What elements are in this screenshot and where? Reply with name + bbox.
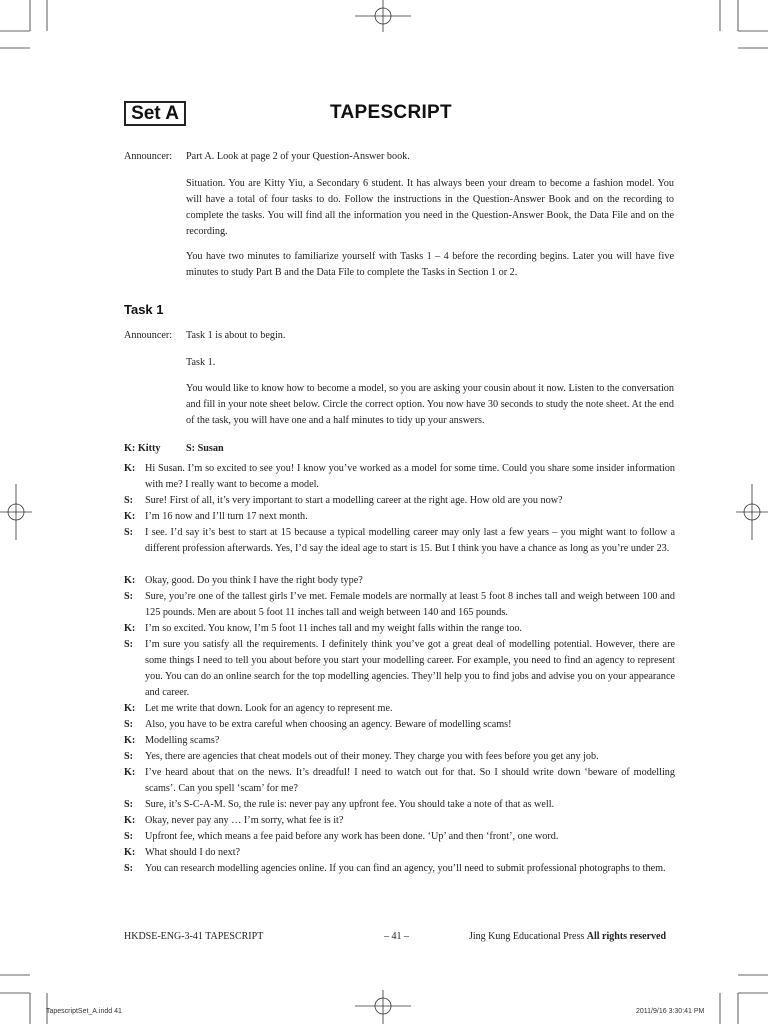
slug-filename: TapescriptSet_A.indd 41 (46, 1008, 122, 1015)
dialogue-speaker: K: (124, 703, 136, 714)
situation-paragraph: Situation. You are Kitty Yiu, a Secondary 6 student. It has always been your dream to become a fashion model. You will have a total of four tasks to do. Follow the instructions in the Question-Answer Book and on the recording to complete the tasks. You will find all the information you need in the Question-Answer Book, the Data File and on the recording. (186, 178, 674, 237)
task-number-line: Task 1. (186, 357, 216, 368)
publisher-name: Jing Kung Educational Press (469, 931, 585, 942)
dialogue-line: What should I do next? (145, 847, 241, 858)
dialogue-line: I’m sure you satisfy all the requirements. I definitely think you’ve got a great deal of modelling potential. However, there are some things I need to tell you about before you start your modelling career. For example, you need to find an agency to represent you. You can do an online search for the top modelling agencies. They’ll help you to find jobs and advise you on your appearance and career. (145, 639, 675, 698)
footer-code: HKDSE-ENG-3-41 TAPESCRIPT (124, 931, 264, 942)
dialogue-line: You can research modelling agencies online. If you can find an agency, you’ll need to submit professional photographs to them. (145, 863, 666, 874)
dialogue-speaker: S: (124, 863, 134, 874)
task-instructions: You would like to know how to become a model, so you are asking your cousin about it now. Listen to the conversation and fill in your note sheet below. Circle the correct option. You now have 30 seconds to study the note sheet. At the end of the task, you will have one and a half minutes to tidy up your answers. (186, 383, 674, 426)
rights-notice: All rights reserved (586, 931, 667, 942)
dialogue-speaker: S: (124, 799, 134, 810)
dialogue-speaker: S: (124, 751, 134, 762)
dialogue-speaker: S: (124, 831, 134, 842)
dialogue-line: Okay, never pay any … I’m sorry, what fee is it? (145, 815, 344, 826)
dialogue-speaker: S: (124, 495, 134, 506)
dialogue-speaker: K: (124, 847, 136, 858)
dialogue-speaker: S: (124, 719, 134, 730)
timing-paragraph: You have two minutes to familiarize yourself with Tasks 1 – 4 before the recording begins. Later you will have five minutes to study Part B and the Data File to complete the Tasks in Section 1 or 2. (186, 251, 674, 278)
dialogue-line: Okay, good. Do you think I have the right body type? (145, 575, 363, 586)
dialogue-speaker: K: (124, 767, 136, 778)
task-intro-line: Task 1 is about to begin. (186, 330, 286, 341)
dialogue-speaker: K: (124, 815, 136, 826)
intro-line: Part A. Look at page 2 of your Question-Answer book. (186, 151, 410, 162)
announcer-label: Announcer: (124, 330, 173, 341)
task-heading: Task 1 (124, 302, 164, 317)
dialogue-line: Upfront fee, which means a fee paid before any work has been done. ‘Up’ and then ‘front’, one word. (145, 831, 559, 842)
speaker-key-kitty: K: Kitty (124, 443, 161, 454)
dialogue-line: Let me write that down. Look for an agency to represent me. (145, 703, 393, 714)
dialogue-speaker: K: (124, 735, 136, 746)
dialogue-line: Sure! First of all, it’s very important to start a modelling career at the right age. How old are you now? (145, 495, 563, 506)
dialogue-line: Sure, you’re one of the tallest girls I’ve met. Female models are normally at least 5 foot 8 inches tall and weigh between 100 and 125 pounds. Men are about 5 foot 11 inches tall and weigh between 140 and 165 pounds. (145, 591, 675, 618)
dialogue-line: Yes, there are agencies that cheat models out of their money. They charge you with fees before you get any job. (145, 751, 599, 762)
dialogue-speaker: S: (124, 591, 134, 602)
set-label-box: Set A (124, 101, 186, 126)
dialogue-speaker: S: (124, 639, 134, 650)
announcer-label: Announcer: (124, 151, 173, 162)
dialogue-line: I’ve heard about that on the news. It’s dreadful! I need to watch out for that. So I should write down ‘beware of modelling scams’. Can you spell ‘scam’ for me? (145, 767, 675, 794)
dialogue-speaker: K: (124, 623, 136, 634)
slug-timestamp: 2011/9/16 3:30:41 PM (636, 1008, 705, 1015)
dialogue-line: Modelling scams? (145, 735, 220, 746)
speaker-key-susan: S: Susan (186, 443, 224, 454)
dialogue-speaker: K: (124, 463, 136, 474)
dialogue-line: Also, you have to be extra careful when choosing an agency. Beware of modelling scams! (145, 719, 512, 730)
dialogue-line: I see. I’d say it’s best to start at 15 because a typical modelling career may only last a few years – you might want to follow a different profession afterwards. Yes, I’d say the ideal age to start is 15. But I think you have a chance as long as you’re under 23. (145, 527, 675, 554)
page-title: TAPESCRIPT (330, 102, 452, 123)
dialogue-speaker: K: (124, 511, 136, 522)
footer-publisher (469, 931, 666, 942)
dialogue-line: I’m 16 now and I’ll turn 17 next month. (145, 511, 308, 522)
dialogue-line: I’m so excited. You know, I’m 5 foot 11 inches tall and my weight falls within the range too. (145, 623, 522, 634)
dialogue-line: Hi Susan. I’m so excited to see you! I know you’ve worked as a model for some time. Could you share some insider information with me? I really want to become a model. (145, 463, 675, 490)
dialogue-line: Sure, it’s S-C-A-M. So, the rule is: never pay any upfront fee. You should take a note of that as well. (145, 799, 555, 810)
dialogue-speaker: S: (124, 527, 134, 538)
dialogue-speaker: K: (124, 575, 136, 586)
page-number: – 41 – (384, 931, 409, 942)
